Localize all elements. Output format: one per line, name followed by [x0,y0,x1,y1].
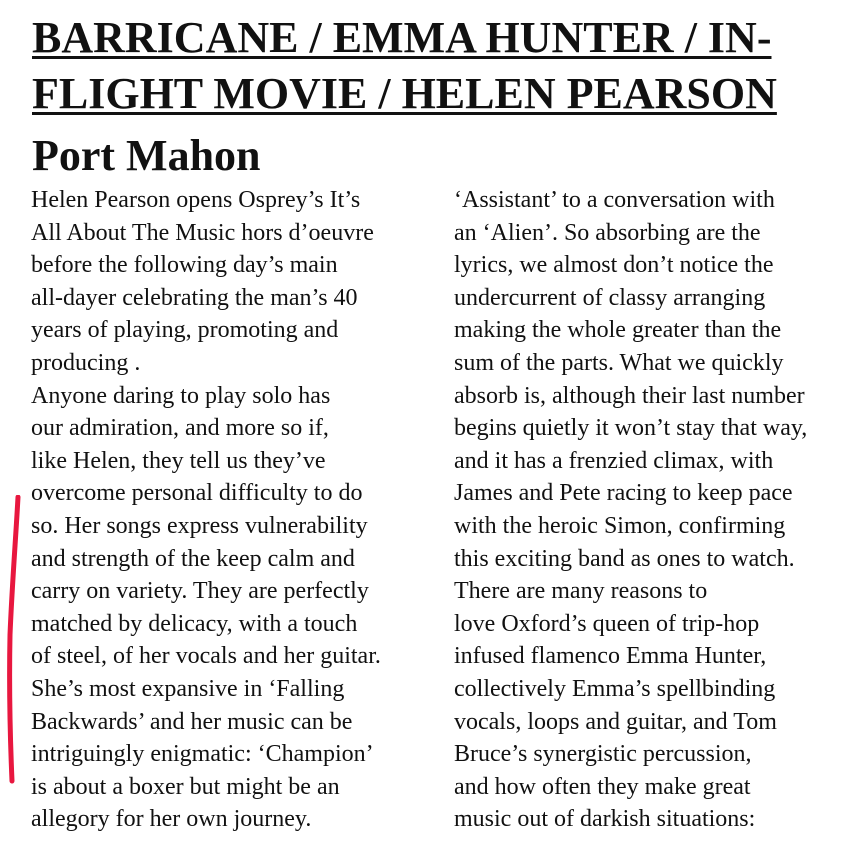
text-line: infused flamenco Emma Hunter, [454,643,767,670]
text-line: intriguingly enigmatic: ‘Champion’ [31,741,374,768]
headline-line: BARRICANE / EMMA HUNTER / IN- [32,13,772,62]
text-line: and it has a frenzied climax, with [454,447,774,474]
text-line: music out of darkish situations: [454,806,756,833]
text-line: with the heroic Simon, confirming [454,512,786,539]
text-line: and strength of the keep calm and [31,545,355,572]
text-line: collectively Emma’s spellbinding [454,675,776,702]
left-column [31,184,451,836]
text-line: ‘Assistant’ to a conversation with [454,187,775,213]
margin-highlight-stroke [10,497,18,781]
text-line: Helen Pearson opens Osprey’s It’s [31,187,361,213]
text-line: of steel, of her vocals and her guitar. [31,643,381,670]
headline-line: FLIGHT MOVIE / HELEN PEARSON [32,69,777,118]
text-line: Bruce’s synergistic percussion, [454,741,752,768]
text-line: Backwards’ and her music can be [31,708,353,735]
text-line: making the whole greater than the [454,317,782,344]
text-line: carry on variety. They are perfectly [31,578,369,605]
text-line: years of playing, promoting and [31,317,339,344]
text-line: this exciting band as ones to watch. [454,545,795,572]
text-line: All About The Music hors d’oeuvre [31,219,374,246]
text-line: James and Pete racing to keep pace [454,480,793,507]
text-line: begins quietly it won’t stay that way, [454,415,808,442]
text-line: She’s most expansive in ‘Falling [31,675,345,702]
text-line: vocals, loops and guitar, and Tom [454,708,777,735]
text-line: an ‘Alien’. So absorbing are the [454,219,761,246]
text-line: is about a boxer but might be an [31,773,340,800]
right-column [454,184,859,836]
text-line: so. Her songs express vulnerability [31,512,368,539]
text-line: There are many reasons to [454,578,708,605]
text-line: like Helen, they tell us they’ve [31,447,326,474]
text-line: before the following day’s main [31,252,338,279]
text-line: our admiration, and more so if, [31,415,329,442]
text-line: absorb is, although their last number [454,382,805,409]
text-line: allegory for her own journey. [31,806,312,833]
text-line: love Oxford’s queen of trip-hop [454,610,760,637]
text-line: and how often they make great [454,773,751,800]
text-line: all-dayer celebrating the man’s 40 [31,284,358,311]
text-line: overcome personal difficulty to do [31,480,363,507]
text-line: undercurrent of classy arranging [454,284,766,311]
margin-highlight-mark [0,495,24,785]
text-line: Anyone daring to play solo has [31,382,331,409]
venue-title: Port Mahon [32,131,261,180]
text-line: lyrics, we almost don’t notice the [454,252,774,279]
text-line: sum of the parts. What we quickly [454,349,784,376]
headline [32,10,852,122]
text-line: matched by delicacy, with a touch [31,610,358,637]
text-line: producing . [31,349,141,376]
